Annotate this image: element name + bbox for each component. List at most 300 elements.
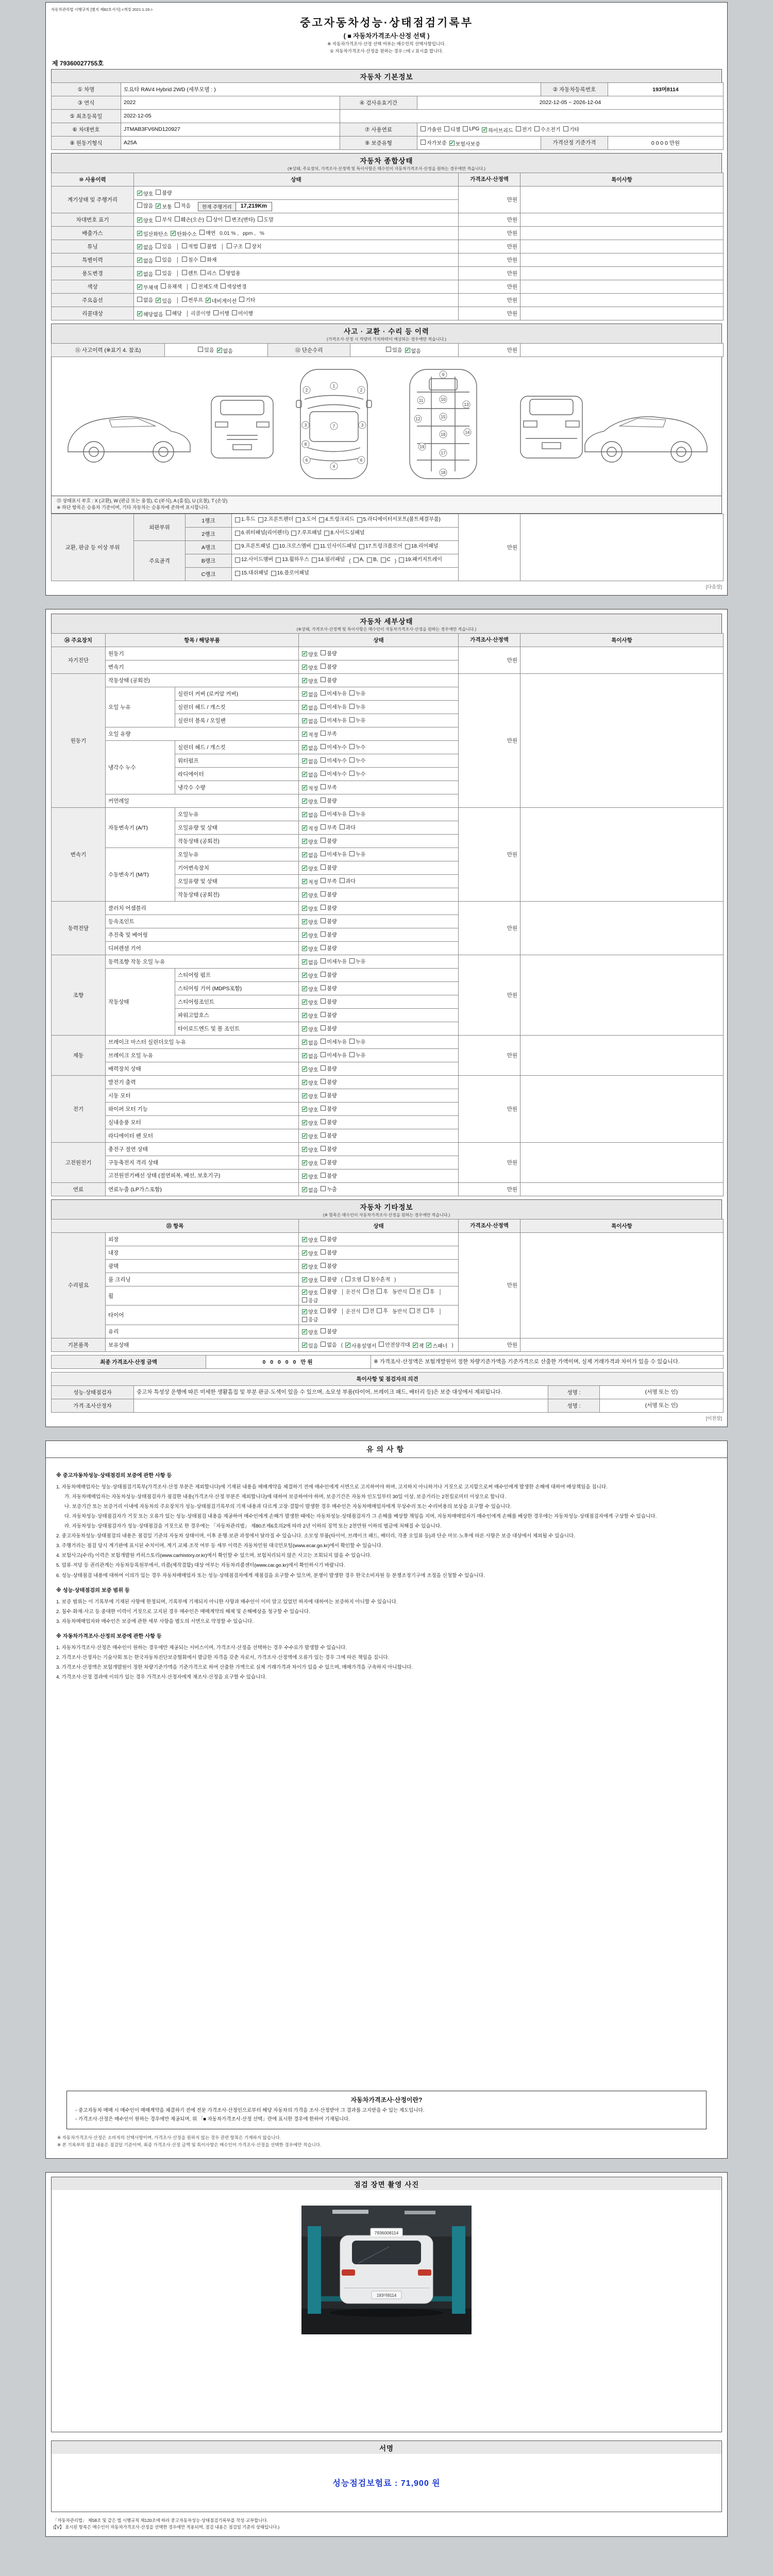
checkbox-option[interactable] xyxy=(302,958,318,966)
checkbox-icon[interactable] xyxy=(377,1308,382,1313)
checkbox-icon[interactable] xyxy=(221,283,226,289)
checkbox-option[interactable] xyxy=(345,1275,361,1283)
checked-checkbox-icon[interactable]: ✔ xyxy=(346,1343,350,1349)
checkbox-option[interactable] xyxy=(321,743,347,751)
checked-checkbox-icon[interactable]: ✔ xyxy=(171,231,176,237)
checkbox-option[interactable] xyxy=(182,296,203,303)
checkbox-option[interactable] xyxy=(302,1296,318,1304)
checkbox-option[interactable] xyxy=(302,838,318,845)
checkbox-option[interactable] xyxy=(321,1158,337,1166)
checkbox-option[interactable] xyxy=(321,1172,337,1179)
checkbox-option[interactable] xyxy=(302,985,318,993)
checkbox-icon[interactable] xyxy=(207,216,212,222)
checkbox-icon[interactable] xyxy=(321,1276,326,1281)
checkbox-option[interactable] xyxy=(200,269,216,277)
checkbox-icon[interactable] xyxy=(321,1132,326,1138)
checkbox-option[interactable] xyxy=(221,282,247,290)
checked-checkbox-icon[interactable]: ✔ xyxy=(303,1040,307,1046)
checkbox-option[interactable] xyxy=(349,810,365,818)
checkbox-icon[interactable] xyxy=(321,784,326,789)
checked-checkbox-icon[interactable]: ✔ xyxy=(138,231,142,237)
checkbox-option[interactable] xyxy=(516,125,532,133)
checked-checkbox-icon[interactable]: ✔ xyxy=(303,919,307,925)
checkbox-icon[interactable] xyxy=(321,1052,326,1057)
checkbox-option[interactable] xyxy=(302,865,318,872)
checkbox-option[interactable] xyxy=(182,269,198,277)
checkbox-option[interactable] xyxy=(321,877,337,885)
checkbox-option[interactable] xyxy=(302,1039,318,1046)
checkbox-icon[interactable] xyxy=(156,243,161,248)
checkbox-option[interactable] xyxy=(302,1186,318,1194)
checked-checkbox-icon[interactable]: ✔ xyxy=(303,678,307,684)
checkbox-icon[interactable] xyxy=(340,824,345,829)
checkbox-option[interactable] xyxy=(302,1276,318,1284)
checkbox-option[interactable] xyxy=(321,944,337,952)
checked-checkbox-icon[interactable]: ✔ xyxy=(303,986,307,992)
checkbox-option[interactable] xyxy=(206,297,237,304)
checkbox-icon[interactable] xyxy=(258,517,263,522)
checkbox-icon[interactable] xyxy=(321,731,326,736)
checkbox-icon[interactable] xyxy=(349,744,355,749)
checkbox-option[interactable] xyxy=(235,556,273,564)
checkbox-option[interactable] xyxy=(321,1145,337,1153)
checkbox-icon[interactable] xyxy=(424,1308,429,1313)
checkbox-option[interactable] xyxy=(302,851,318,859)
checkbox-option[interactable] xyxy=(302,1065,318,1073)
checkbox-icon[interactable] xyxy=(232,310,237,315)
checked-checkbox-icon[interactable]: ✔ xyxy=(303,745,307,751)
checkbox-option[interactable] xyxy=(302,1249,318,1257)
checkbox-option[interactable] xyxy=(232,309,253,317)
checkbox-icon[interactable] xyxy=(321,757,326,762)
checkbox-option[interactable] xyxy=(314,543,357,550)
checked-checkbox-icon[interactable]: ✔ xyxy=(303,705,307,711)
checkbox-icon[interactable] xyxy=(302,1317,307,1322)
checked-checkbox-icon[interactable]: ✔ xyxy=(303,1026,307,1032)
checked-checkbox-icon[interactable]: ✔ xyxy=(303,946,307,952)
checkbox-option[interactable] xyxy=(235,570,268,577)
checkbox-icon[interactable] xyxy=(182,243,187,248)
checkbox-option[interactable] xyxy=(302,945,318,953)
checkbox-icon[interactable] xyxy=(321,985,326,990)
prev-page-link[interactable]: [이전장] xyxy=(705,1415,722,1421)
checked-checkbox-icon[interactable]: ✔ xyxy=(303,799,307,805)
checkbox-option[interactable] xyxy=(302,1012,318,1020)
checkbox-icon[interactable] xyxy=(363,1289,368,1294)
checked-checkbox-icon[interactable]: ✔ xyxy=(303,825,307,832)
checkbox-option[interactable] xyxy=(324,530,364,537)
checked-checkbox-icon[interactable]: ✔ xyxy=(303,1120,307,1126)
checkbox-option[interactable] xyxy=(302,1159,318,1167)
checkbox-option[interactable] xyxy=(357,516,441,523)
checkbox-option[interactable] xyxy=(137,283,158,291)
checkbox-icon[interactable] xyxy=(405,544,410,549)
checkbox-icon[interactable] xyxy=(424,1289,429,1294)
checkbox-icon[interactable] xyxy=(349,1039,355,1044)
checkbox-icon[interactable] xyxy=(156,190,161,195)
checkbox-option[interactable] xyxy=(399,556,442,564)
checkbox-icon[interactable] xyxy=(321,650,326,655)
checkbox-option[interactable] xyxy=(137,216,153,224)
checked-checkbox-icon[interactable]: ✔ xyxy=(303,866,307,872)
checkbox-option[interactable] xyxy=(171,230,197,238)
checkbox-icon[interactable] xyxy=(156,257,161,262)
checkbox-option[interactable] xyxy=(200,242,216,250)
checkbox-option[interactable] xyxy=(302,1025,318,1033)
checkbox-option[interactable] xyxy=(321,1011,337,1019)
checkbox-option[interactable] xyxy=(302,744,318,752)
checkbox-option[interactable] xyxy=(349,850,365,858)
checkbox-option[interactable] xyxy=(386,346,402,353)
checkbox-icon[interactable] xyxy=(321,717,326,722)
checked-checkbox-icon[interactable]: ✔ xyxy=(303,1093,307,1099)
checkbox-option[interactable] xyxy=(302,931,318,939)
checkbox-option[interactable] xyxy=(321,1275,337,1283)
checked-checkbox-icon[interactable]: ✔ xyxy=(217,348,222,354)
checkbox-option[interactable] xyxy=(321,1341,337,1348)
checkbox-icon[interactable] xyxy=(175,216,180,222)
checkbox-option[interactable] xyxy=(377,1307,388,1314)
checked-checkbox-icon[interactable]: ✔ xyxy=(138,191,142,197)
checked-checkbox-icon[interactable]: ✔ xyxy=(156,298,161,304)
checkbox-icon[interactable] xyxy=(386,347,391,352)
checked-checkbox-icon[interactable]: ✔ xyxy=(303,892,307,899)
checkbox-option[interactable] xyxy=(137,243,153,251)
checkbox-option[interactable] xyxy=(302,757,318,765)
checkbox-icon[interactable] xyxy=(273,544,278,549)
checkbox-option[interactable] xyxy=(302,1315,318,1323)
checkbox-icon[interactable] xyxy=(410,1308,415,1313)
checkbox-icon[interactable] xyxy=(321,865,326,870)
checkbox-option[interactable] xyxy=(156,242,172,250)
checkbox-option[interactable] xyxy=(349,716,365,724)
checkbox-icon[interactable] xyxy=(321,771,326,776)
checkbox-option[interactable] xyxy=(321,971,337,978)
checkbox-icon[interactable] xyxy=(349,771,355,776)
checked-checkbox-icon[interactable]: ✔ xyxy=(303,1329,307,1335)
checkbox-option[interactable] xyxy=(235,543,271,550)
checked-checkbox-icon[interactable]: ✔ xyxy=(303,1147,307,1153)
checkbox-option[interactable] xyxy=(421,139,447,146)
checkbox-option[interactable] xyxy=(302,1052,318,1060)
checkbox-option[interactable] xyxy=(463,126,479,132)
checkbox-icon[interactable] xyxy=(321,1159,326,1164)
checkbox-option[interactable] xyxy=(182,256,198,263)
checkbox-option[interactable] xyxy=(217,347,233,354)
checkbox-icon[interactable] xyxy=(349,690,355,696)
checkbox-option[interactable] xyxy=(137,201,153,209)
checkbox-option[interactable] xyxy=(302,717,318,725)
checkbox-option[interactable] xyxy=(302,1132,318,1140)
checkbox-option[interactable] xyxy=(426,1342,447,1349)
checkbox-option[interactable] xyxy=(156,269,172,277)
checkbox-icon[interactable] xyxy=(321,798,326,803)
checkbox-icon[interactable] xyxy=(349,704,355,709)
checkbox-icon[interactable] xyxy=(321,1065,326,1071)
checked-checkbox-icon[interactable]: ✔ xyxy=(303,812,307,818)
checkbox-option[interactable] xyxy=(321,1327,337,1335)
checkbox-option[interactable] xyxy=(302,1146,318,1154)
checked-checkbox-icon[interactable]: ✔ xyxy=(405,348,410,354)
checkbox-icon[interactable] xyxy=(321,1342,326,1347)
checkbox-option[interactable] xyxy=(302,891,318,899)
checkbox-icon[interactable] xyxy=(321,1039,326,1044)
checkbox-icon[interactable] xyxy=(444,126,449,131)
checkbox-icon[interactable] xyxy=(354,557,359,563)
checked-checkbox-icon[interactable]: ✔ xyxy=(303,1277,307,1283)
checkbox-icon[interactable] xyxy=(321,998,326,1004)
checkbox-icon[interactable] xyxy=(235,557,240,563)
checked-checkbox-icon[interactable]: ✔ xyxy=(138,271,142,277)
checked-checkbox-icon[interactable]: ✔ xyxy=(303,1237,307,1243)
checked-checkbox-icon[interactable]: ✔ xyxy=(303,1290,307,1296)
checked-checkbox-icon[interactable]: ✔ xyxy=(303,785,307,791)
checkbox-icon[interactable] xyxy=(200,243,206,248)
checkbox-option[interactable] xyxy=(156,256,172,263)
checkbox-option[interactable] xyxy=(239,296,255,303)
checkbox-option[interactable] xyxy=(321,796,337,804)
checkbox-option[interactable] xyxy=(349,703,365,710)
checkbox-icon[interactable] xyxy=(345,1276,350,1281)
checked-checkbox-icon[interactable]: ✔ xyxy=(303,718,307,724)
checkbox-icon[interactable] xyxy=(161,283,166,289)
checkbox-icon[interactable] xyxy=(235,517,240,522)
checkbox-option[interactable] xyxy=(175,201,191,209)
checkbox-option[interactable] xyxy=(156,202,172,210)
checkbox-option[interactable] xyxy=(367,556,378,564)
checkbox-icon[interactable] xyxy=(381,557,386,563)
checkbox-icon[interactable] xyxy=(321,878,326,883)
checkbox-option[interactable] xyxy=(156,215,172,223)
checkbox-option[interactable] xyxy=(137,230,168,238)
checked-checkbox-icon[interactable]: ✔ xyxy=(449,141,455,147)
checkbox-option[interactable] xyxy=(321,703,347,710)
checkbox-icon[interactable] xyxy=(377,1289,382,1294)
checkbox-option[interactable] xyxy=(321,930,337,938)
checkbox-option[interactable] xyxy=(235,516,256,523)
checked-checkbox-icon[interactable]: ✔ xyxy=(303,1133,307,1140)
checkbox-icon[interactable] xyxy=(156,216,161,222)
checkbox-icon[interactable] xyxy=(199,230,205,235)
checkbox-option[interactable] xyxy=(534,125,561,133)
checkbox-icon[interactable] xyxy=(364,1276,369,1281)
checkbox-icon[interactable] xyxy=(563,126,568,131)
checkbox-icon[interactable] xyxy=(421,126,426,131)
checkbox-icon[interactable] xyxy=(321,1236,326,1241)
checked-checkbox-icon[interactable]: ✔ xyxy=(138,244,142,250)
checkbox-icon[interactable] xyxy=(421,140,426,145)
checkbox-option[interactable] xyxy=(182,242,198,250)
checkbox-option[interactable] xyxy=(363,1307,375,1314)
checkbox-option[interactable] xyxy=(302,1342,318,1349)
checkbox-icon[interactable] xyxy=(321,958,326,963)
checkbox-option[interactable] xyxy=(321,890,337,898)
checkbox-option[interactable] xyxy=(321,984,337,992)
checkbox-option[interactable] xyxy=(321,1038,347,1045)
checkbox-option[interactable] xyxy=(321,850,347,858)
checkbox-icon[interactable] xyxy=(200,270,206,275)
checkbox-option[interactable] xyxy=(321,770,347,777)
checkbox-icon[interactable] xyxy=(363,1308,368,1313)
checkbox-icon[interactable] xyxy=(182,297,187,302)
checkbox-icon[interactable] xyxy=(463,126,468,131)
checkbox-icon[interactable] xyxy=(349,757,355,762)
checkbox-option[interactable] xyxy=(312,556,345,564)
checkbox-option[interactable] xyxy=(349,957,365,965)
checkbox-option[interactable] xyxy=(321,1185,337,1193)
checkbox-option[interactable] xyxy=(175,215,204,223)
checkbox-icon[interactable] xyxy=(321,664,326,669)
checkbox-option[interactable] xyxy=(302,704,318,711)
checkbox-option[interactable] xyxy=(349,1051,365,1059)
checkbox-option[interactable] xyxy=(349,1038,365,1045)
checkbox-icon[interactable] xyxy=(324,531,329,536)
checkbox-icon[interactable] xyxy=(340,878,345,883)
next-page-link[interactable]: [다음장] xyxy=(705,584,722,589)
checkbox-option[interactable] xyxy=(302,677,318,685)
checkbox-option[interactable] xyxy=(349,743,365,751)
checkbox-option[interactable] xyxy=(245,242,261,250)
checkbox-option[interactable] xyxy=(321,716,347,724)
checkbox-icon[interactable] xyxy=(302,1297,307,1302)
checkbox-icon[interactable] xyxy=(321,918,326,923)
checkbox-icon[interactable] xyxy=(321,1146,326,1151)
checkbox-icon[interactable] xyxy=(276,557,281,563)
checkbox-icon[interactable] xyxy=(410,1289,415,1294)
checkbox-option[interactable] xyxy=(156,189,172,196)
checked-checkbox-icon[interactable]: ✔ xyxy=(138,284,142,291)
checked-checkbox-icon[interactable]: ✔ xyxy=(303,1013,307,1019)
checkbox-option[interactable] xyxy=(424,1287,435,1295)
checkbox-icon[interactable] xyxy=(359,544,364,549)
checkbox-option[interactable] xyxy=(321,904,337,911)
checkbox-option[interactable] xyxy=(137,296,153,303)
checkbox-option[interactable] xyxy=(296,516,316,523)
checkbox-option[interactable] xyxy=(302,784,318,792)
checkbox-option[interactable] xyxy=(302,824,318,832)
checkbox-icon[interactable] xyxy=(379,1342,384,1347)
checked-checkbox-icon[interactable]: ✔ xyxy=(303,906,307,912)
checkbox-option[interactable] xyxy=(349,689,365,697)
checkbox-icon[interactable] xyxy=(321,1092,326,1097)
checkbox-icon[interactable] xyxy=(137,297,142,302)
checkbox-option[interactable] xyxy=(302,1289,318,1296)
checkbox-icon[interactable] xyxy=(321,811,326,816)
checkbox-option[interactable] xyxy=(207,215,223,223)
checkbox-option[interactable] xyxy=(302,1119,318,1127)
checked-checkbox-icon[interactable]: ✔ xyxy=(303,879,307,885)
checkbox-option[interactable] xyxy=(302,664,318,671)
checkbox-icon[interactable] xyxy=(245,243,250,248)
checked-checkbox-icon[interactable]: ✔ xyxy=(303,1053,307,1059)
checkbox-icon[interactable] xyxy=(321,1119,326,1124)
checkbox-icon[interactable] xyxy=(258,216,263,222)
checkbox-icon[interactable] xyxy=(349,811,355,816)
checkbox-option[interactable] xyxy=(302,998,318,1006)
checkbox-icon[interactable] xyxy=(166,310,171,315)
checkbox-icon[interactable] xyxy=(321,1106,326,1111)
checkbox-icon[interactable] xyxy=(213,310,219,315)
checkbox-option[interactable] xyxy=(213,309,229,317)
checkbox-icon[interactable] xyxy=(321,677,326,682)
checkbox-option[interactable] xyxy=(271,570,309,577)
checkbox-option[interactable] xyxy=(321,1131,337,1139)
checkbox-option[interactable] xyxy=(563,125,579,133)
checkbox-option[interactable] xyxy=(410,1287,421,1295)
checked-checkbox-icon[interactable]: ✔ xyxy=(303,959,307,965)
checkbox-icon[interactable] xyxy=(314,544,319,549)
checkbox-option[interactable] xyxy=(321,1307,337,1314)
checkbox-icon[interactable] xyxy=(321,1263,326,1268)
checkbox-option[interactable] xyxy=(198,346,214,353)
checked-checkbox-icon[interactable]: ✔ xyxy=(138,258,142,264)
checkbox-icon[interactable] xyxy=(321,704,326,709)
checkbox-option[interactable] xyxy=(302,1079,318,1087)
checkbox-option[interactable] xyxy=(321,663,337,670)
checked-checkbox-icon[interactable]: ✔ xyxy=(303,852,307,858)
checkbox-option[interactable] xyxy=(199,229,215,236)
checkbox-icon[interactable] xyxy=(321,1025,326,1030)
checkbox-icon[interactable] xyxy=(349,717,355,722)
checked-checkbox-icon[interactable]: ✔ xyxy=(156,204,161,210)
checkbox-option[interactable] xyxy=(302,1092,318,1100)
checkbox-option[interactable] xyxy=(302,918,318,926)
checked-checkbox-icon[interactable]: ✔ xyxy=(138,311,142,317)
checkbox-option[interactable] xyxy=(302,1308,318,1315)
checkbox-icon[interactable] xyxy=(200,257,206,262)
checkbox-option[interactable] xyxy=(302,690,318,698)
checkbox-icon[interactable] xyxy=(516,126,521,131)
checked-checkbox-icon[interactable]: ✔ xyxy=(303,732,307,738)
checkbox-option[interactable] xyxy=(302,771,318,778)
checkbox-icon[interactable] xyxy=(175,202,180,208)
checkbox-option[interactable] xyxy=(359,543,402,550)
checked-checkbox-icon[interactable]: ✔ xyxy=(413,1343,418,1349)
checkbox-option[interactable] xyxy=(321,1078,337,1086)
checked-checkbox-icon[interactable]: ✔ xyxy=(427,1343,431,1349)
checkbox-icon[interactable] xyxy=(349,1052,355,1057)
checkbox-option[interactable] xyxy=(349,756,365,764)
checkbox-option[interactable] xyxy=(200,256,216,263)
checkbox-icon[interactable] xyxy=(239,297,244,302)
checkbox-icon[interactable] xyxy=(367,557,372,563)
checkbox-option[interactable] xyxy=(161,282,182,290)
checkbox-option[interactable] xyxy=(321,1091,337,1099)
checkbox-option[interactable] xyxy=(302,811,318,819)
checkbox-option[interactable] xyxy=(321,1287,337,1295)
checked-checkbox-icon[interactable]: ✔ xyxy=(303,1309,307,1315)
checkbox-option[interactable] xyxy=(321,1051,347,1059)
checkbox-option[interactable] xyxy=(302,1263,318,1270)
checkbox-icon[interactable] xyxy=(321,945,326,950)
checkbox-option[interactable] xyxy=(321,1262,337,1269)
checkbox-option[interactable] xyxy=(381,556,391,564)
checkbox-option[interactable] xyxy=(379,1341,410,1348)
checked-checkbox-icon[interactable]: ✔ xyxy=(303,665,307,671)
checkbox-icon[interactable] xyxy=(321,1289,326,1294)
checkbox-option[interactable] xyxy=(321,1118,337,1126)
checkbox-option[interactable] xyxy=(192,282,218,290)
checkbox-icon[interactable] xyxy=(321,838,326,843)
checkbox-option[interactable] xyxy=(321,730,337,737)
checkbox-icon[interactable] xyxy=(192,283,197,289)
checkbox-option[interactable] xyxy=(349,770,365,777)
checkbox-option[interactable] xyxy=(302,972,318,979)
checked-checkbox-icon[interactable]: ✔ xyxy=(303,1066,307,1073)
checkbox-option[interactable] xyxy=(413,1342,424,1349)
checkbox-icon[interactable] xyxy=(137,202,142,208)
checkbox-option[interactable] xyxy=(321,917,337,925)
